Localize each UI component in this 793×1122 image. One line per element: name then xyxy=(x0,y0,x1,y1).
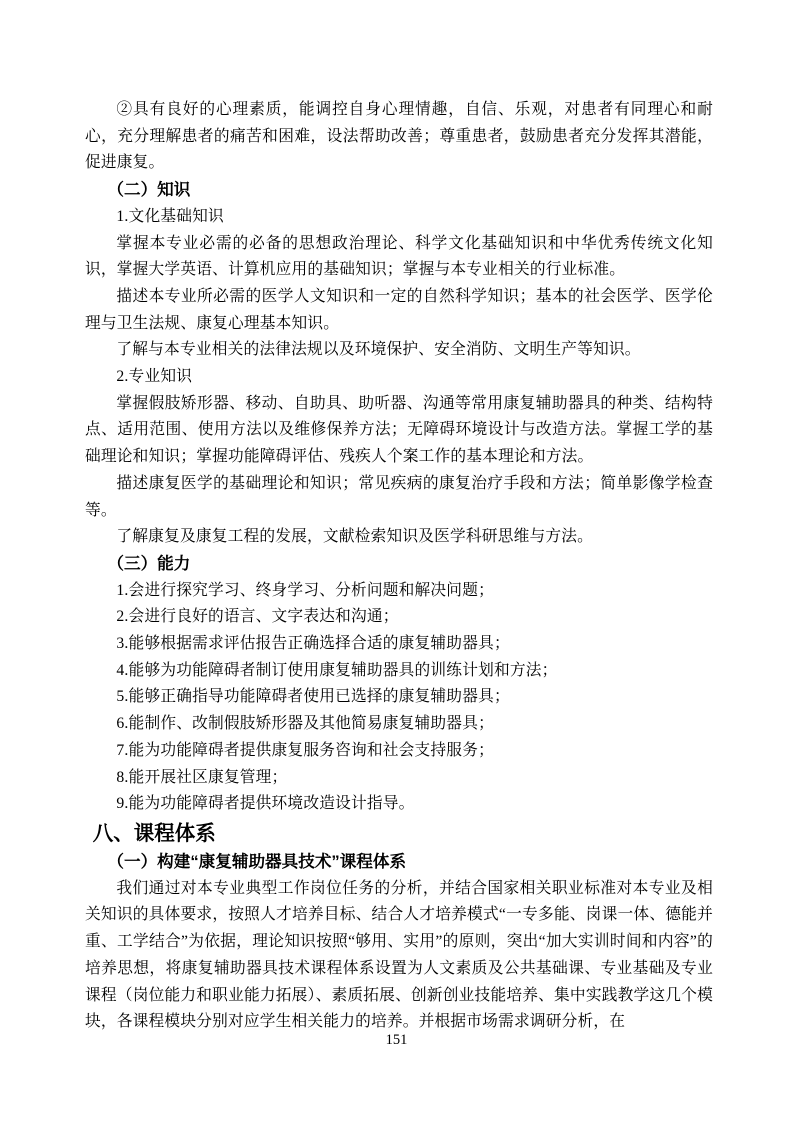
paragraph-cultural-knowledge-detail: 掌握本专业必需的必备的思想政治理论、科学文化基础知识和中华优秀传统文化知识，掌握大学英语、计算机应用的基础知识；掌握与本专业相关的行业标准。 xyxy=(85,234,713,279)
ability-item-7: 7.能为功能障碍者提供康复服务咨询和社会支持服务； xyxy=(116,741,494,759)
heading-chapter-8-curriculum-system: 八、课程体系 xyxy=(92,821,216,845)
ability-item-6: 6.能制作、改制假肢矫形器及其他简易康复辅助器具； xyxy=(116,715,494,733)
subitem-cultural-basic-knowledge: 1.文化基础知识 xyxy=(116,207,224,225)
paragraph-psychological-quality: ②具有良好的心理素质，能调控自身心理情趣，自信、乐观，对患者有同理心和耐心，充分理解患者的痛苦和困难，设法帮助改善；尊重患者，鼓励患者充分发挥其潜能，促进康复。 xyxy=(85,101,713,172)
ability-item-2: 2.会进行良好的语言、文字表达和沟通； xyxy=(116,608,399,626)
ability-item-8: 8.能开展社区康复管理； xyxy=(116,768,288,786)
ability-item-1: 1.会进行探究学习、终身学习、分析问题和解决问题； xyxy=(116,581,494,599)
paragraph-curriculum-construction: 我们通过对本专业典型工作岗位任务的分析，并结合国家相关职业标准对本专业及相关知识的具体要求，按照人才培养目标、结合人才培养模式“一专多能、岗课一体、德能并重、工学结合”为依据，理论知识按照“够用、实用”的原则，突出“加大实训时间和内容”的培养思想，将康复辅助器具技术课程体系设置为人文素质及公共基础课、专业基础及专业课程（岗位能力和职业能力拓展）、素质拓展、创新创业技能培养、集中实践教学这几个模块，各课程模块分别对应学生相关能力的培养。并根据市场需求调研分析，在 xyxy=(85,879,713,1031)
page-number: 151 xyxy=(385,1032,408,1048)
heading-section-3-ability: （三）能力 xyxy=(107,553,191,573)
ability-item-3: 3.能够根据需求评估报告正确选择合适的康复辅助器具； xyxy=(116,635,510,653)
paragraph-assistive-device-knowledge: 掌握假肢矫形器、移动、自助具、助听器、沟通等常用康复辅助器具的种类、结构特点、适用范围、使用方法以及维修保养方法；无障碍环境设计与改造方法。掌握工学的基础理论和知识；掌握功能障碍评估、残疾人个案工作的基本理论和方法。 xyxy=(85,394,713,466)
paragraph-laws-regulations: 了解与本专业相关的法律法规以及环境保护、安全消防、文明生产等知识。 xyxy=(116,341,641,359)
ability-item-4: 4.能够为功能障碍者制订使用康复辅助器具的训练计划和方法； xyxy=(116,661,558,679)
heading-section-2-knowledge: （二）知识 xyxy=(107,180,191,200)
heading-build-curriculum-system: （一）构建“康复辅助器具技术”课程体系 xyxy=(107,851,407,871)
document-body xyxy=(85,97,713,1036)
paragraph-medical-humanities: 描述本专业所必需的医学人文知识和一定的自然科学知识；基本的社会医学、医学伦理与卫生法规、康复心理基本知识。 xyxy=(85,287,713,332)
page-footer xyxy=(0,1032,793,1049)
ability-item-9: 9.能为功能障碍者提供环境改造设计指导。 xyxy=(116,795,415,813)
ability-item-5: 5.能够正确指导功能障碍者使用已选择的康复辅助器具； xyxy=(116,688,510,706)
subitem-professional-knowledge: 2.专业知识 xyxy=(116,368,193,386)
paragraph-rehab-engineering-dev: 了解康复及康复工程的发展，文献检索知识及医学科研思维与方法。 xyxy=(116,528,594,546)
paragraph-rehab-medicine-basics: 描述康复医学的基础理论和知识；常见疾病的康复治疗手段和方法；简单影像学检查等。 xyxy=(85,474,713,519)
